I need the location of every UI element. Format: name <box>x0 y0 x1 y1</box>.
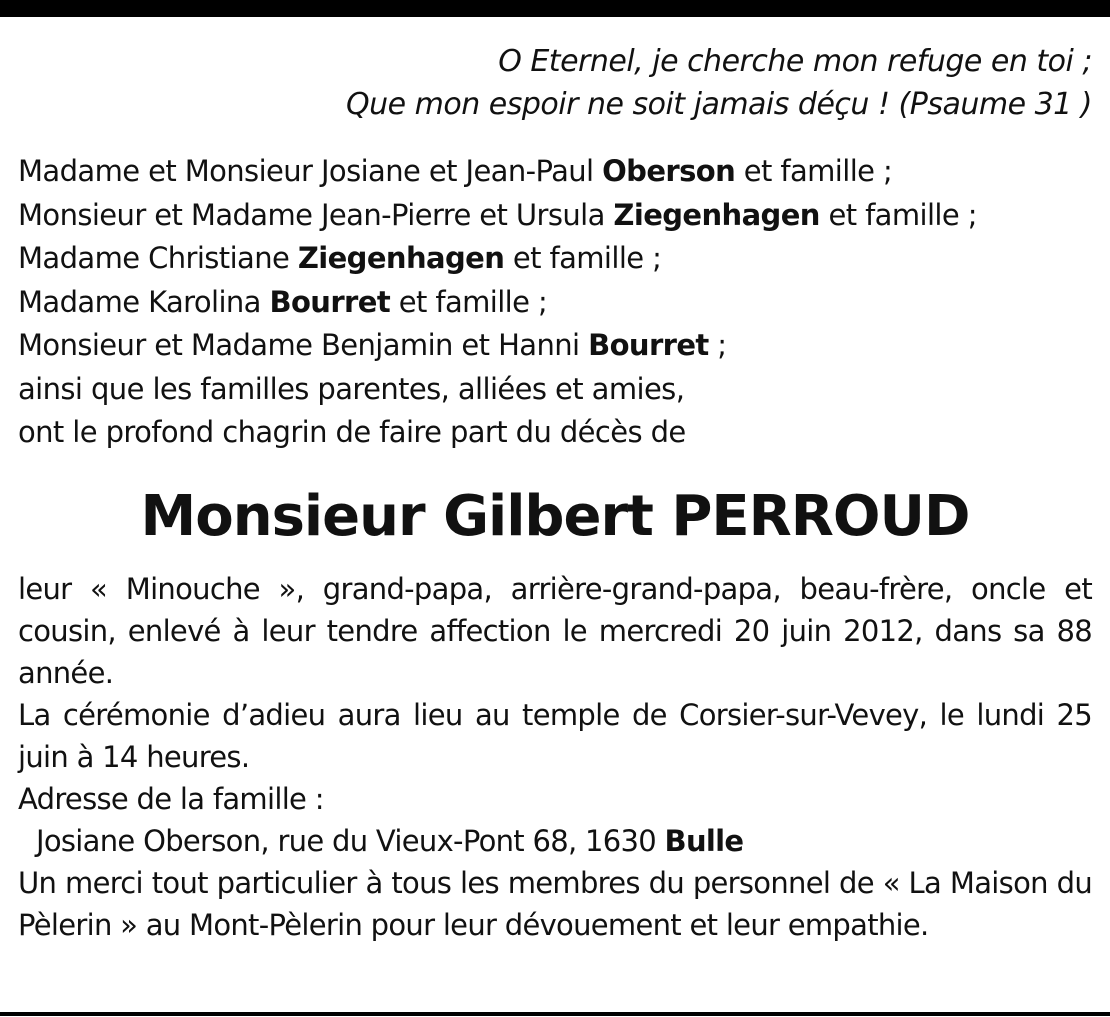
deceased-name: Monsieur Gilbert PERROUD <box>140 484 970 549</box>
family-line-oberson <box>18 150 977 194</box>
bottom-rule <box>0 1012 1110 1016</box>
announcement-line: ont le profond chagrin de faire part du décès de <box>18 415 686 449</box>
family-surname: Ziegenhagen <box>613 197 820 232</box>
family-address <box>18 820 1092 862</box>
family-line-text: et famille ; <box>504 241 662 275</box>
psalm-line-1: O Eternel, je cherche mon refuge en toi ; <box>498 44 1092 79</box>
top-rule <box>0 0 1110 17</box>
family-surname: Bourret <box>269 284 391 319</box>
family-surname: Bourret <box>588 328 709 362</box>
thanks-message: Un merci tout particulier à tous les membres du personnel de « La Maison du Pèlerin » au Mont-Pèlerin pour leur dévouement et leur empathie. <box>18 866 1092 942</box>
psalm-line-2: Que mon espoir ne soit jamais déçu ! (Psaume 31 ) <box>346 87 1092 122</box>
obituary-body <box>18 568 1092 946</box>
family-line-text: Madame Christiane <box>18 241 298 275</box>
family-line-text: Madame Karolina <box>18 284 270 319</box>
family-line-bourret-1 <box>18 281 977 325</box>
address-city: Bulle <box>664 824 744 858</box>
ceremony-info: La cérémonie d’adieu aura lieu au temple de Corsier-sur-Vevey, le lundi 25 juin à 14 heures. <box>18 698 1092 774</box>
address-label: Adresse de la famille : <box>18 782 324 816</box>
family-list <box>18 150 977 455</box>
family-line-ziegenhagen-2 <box>18 237 977 281</box>
family-surname: Ziegenhagen <box>297 241 505 275</box>
family-line-text: et famille ; <box>819 197 977 232</box>
family-line-bourret-2 <box>18 324 977 368</box>
family-line-text: Monsieur et Madame Jean-Pierre et Ursula <box>18 197 614 232</box>
address-text: Josiane Oberson, rue du Vieux-Pont 68, 1630 <box>36 824 665 858</box>
family-line-text: et famille ; <box>390 284 548 319</box>
family-line-text: ; <box>708 328 727 362</box>
family-line-ziegenhagen-1 <box>18 194 977 238</box>
family-line-text: et famille ; <box>735 154 893 188</box>
deceased-description: leur « Minouche », grand-papa, arrière-grand-papa, beau-frère, oncle et cousin, enlevé à leur tendre affection le mercredi 20 juin 2012, dans sa 88 année. <box>18 572 1092 690</box>
psalm-quote <box>346 40 1092 126</box>
family-surname: Oberson <box>602 154 736 188</box>
family-line-text: Madame et Monsieur Josiane et Jean-Paul <box>18 154 603 188</box>
family-line-text: Monsieur et Madame Benjamin et Hanni <box>18 328 589 362</box>
relatives-line: ainsi que les familles parentes, alliées et amies, <box>18 371 685 406</box>
